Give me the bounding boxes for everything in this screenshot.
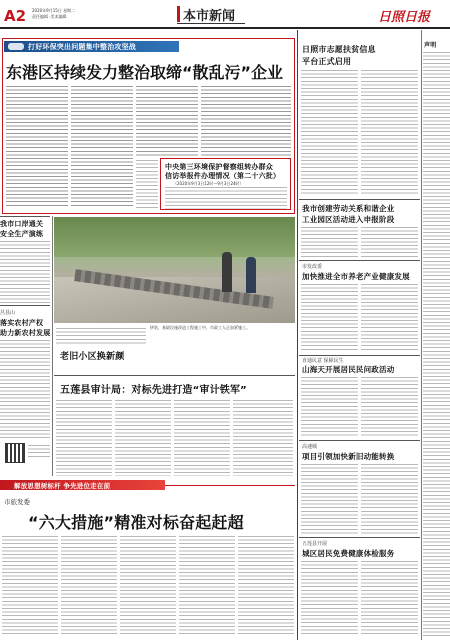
lead-body-col1 <box>6 86 68 208</box>
section-tab <box>177 2 245 24</box>
elder-story-title: 老旧小区换新颜 <box>60 352 125 362</box>
right-story1-title2: 平台正式启用 <box>302 56 352 66</box>
left-col-divider <box>52 216 53 476</box>
right-story4-kicker: 直通民意 保障民生 <box>302 358 344 364</box>
right-story1-body-b <box>361 70 418 196</box>
wulian-body-col2 <box>115 400 171 476</box>
left-col-rule-2 <box>0 305 50 306</box>
left-story1-title2: 安全生产演练 <box>0 229 44 238</box>
inspection-body <box>165 187 287 209</box>
left-col-rule <box>0 216 50 217</box>
right-story6-kicker: 五莲县开展 <box>302 541 328 547</box>
photo-trees <box>54 217 295 257</box>
lead-body-col3 <box>136 86 198 156</box>
right-story1-body-a <box>301 70 358 196</box>
wulian-body-col1 <box>56 400 112 476</box>
left-story1-title1: 我市口岸通关 <box>0 219 44 228</box>
right-story1-title1: 日照市志愿扶贫信息 <box>302 44 376 54</box>
right-story2-body-b <box>361 227 418 257</box>
right-story2-title2: 工业园区活动进入申报阶段 <box>302 215 395 224</box>
right-story4-body-a <box>301 377 358 437</box>
news-photo <box>54 217 295 323</box>
right-rule-4 <box>299 440 420 441</box>
lead-body-col3-lower <box>136 160 158 208</box>
right-rule-5 <box>299 537 420 538</box>
right-story6-body-b <box>361 561 418 636</box>
right-rule-1 <box>299 199 420 200</box>
inspection-date: （2020年9月3日12时—9月3日24时） <box>173 181 244 186</box>
masthead-editor: 责任编辑 ·美术编辑 <box>32 14 67 19</box>
bottom-headline: “六大措施”精准对标奋起赶超 <box>28 513 244 532</box>
bottom-body-col2 <box>61 536 117 636</box>
masthead-rule <box>0 27 450 29</box>
right-col-divider <box>297 30 298 640</box>
right-story4-body-b <box>361 377 418 437</box>
wulian-body-col3 <box>174 400 230 476</box>
right-story6-body-a <box>301 561 358 636</box>
banner-logo-icon <box>8 43 24 50</box>
wulian-body-col4 <box>233 400 293 476</box>
bottom-body-col3 <box>120 536 176 636</box>
right-story5-body-a <box>301 464 358 534</box>
wulian-rule <box>54 375 295 376</box>
right-rule-2 <box>299 260 420 261</box>
inspection-title-1: 中央第三环境保护督察组转办群众 <box>165 162 273 171</box>
photo-caption: 拼装、基础设施改造工程施工中，市政工人正加紧施工。 <box>150 325 250 330</box>
bottom-kicker: 市旅发委 <box>4 498 30 506</box>
right-story3-body-b <box>361 284 418 352</box>
right-story4-title: 山海天开展居民民问政活动 <box>302 365 395 374</box>
red-banner <box>0 480 165 490</box>
masthead <box>0 0 450 30</box>
left-story2-title1: 落实农村产权 <box>0 318 44 327</box>
right-story5-kicker: 高速城 <box>302 444 318 450</box>
bottom-body-col4 <box>179 536 235 636</box>
right-story5-title: 项目引领加快新旧动能转换 <box>302 452 395 461</box>
far-right-title: 声明 <box>424 42 437 49</box>
lead-body-col2 <box>71 86 133 208</box>
bottom-body-col1 <box>2 536 58 636</box>
photo-worker-1 <box>222 252 232 292</box>
right-rule-3 <box>299 355 420 356</box>
right-story3-title: 加快推进全市养老产业健康发展 <box>302 272 410 281</box>
far-right-divider <box>421 30 422 640</box>
left-story2-title2: 助力新农村发展 <box>0 328 50 337</box>
inspection-title-2: 信访举报件办理情况（第二十六批） <box>165 171 281 180</box>
red-banner-text: 解放思想树标杆 争先进位走在前 <box>14 482 111 490</box>
right-story3-body-a <box>301 284 358 352</box>
left-story2-body <box>0 340 50 440</box>
right-story2-body-a <box>301 227 358 257</box>
lead-banner <box>4 41 179 52</box>
section-marker <box>177 6 180 22</box>
left-story2-kicker: 莒县山 <box>0 310 16 316</box>
right-story2-title1: 我市创建劳动关系和谐企业 <box>302 204 395 213</box>
masthead-date: 2020年9月15日 星期二 <box>32 8 76 13</box>
left-story1-body <box>0 241 50 303</box>
page-code: A2 <box>4 7 27 25</box>
photo-worker-2 <box>246 257 256 293</box>
lead-headline: 东港区持续发力整治取缔“散乱污”企业 <box>6 63 284 82</box>
bottom-body-col5 <box>238 536 294 636</box>
paper-name: 日照日报 <box>378 10 431 25</box>
right-story3-kicker: 市发改委 <box>302 264 323 270</box>
qr-code <box>5 443 25 463</box>
section-name: 本市新闻 <box>183 9 236 24</box>
far-right-body <box>423 52 450 636</box>
elder-story-body <box>56 328 146 346</box>
wulian-story-title: 五莲县审计局：对标先进打造“审计铁军” <box>60 385 247 396</box>
lead-body-col4 <box>201 86 291 156</box>
red-banner-rule <box>165 485 295 486</box>
qr-caption <box>28 445 50 459</box>
right-story6-title: 城区居民免费健康体检服务 <box>302 549 395 558</box>
right-story5-body-b <box>361 464 418 534</box>
lead-banner-text: 打好环保突出问题集中整治攻坚战 <box>28 43 136 51</box>
inspection-box <box>160 158 291 210</box>
